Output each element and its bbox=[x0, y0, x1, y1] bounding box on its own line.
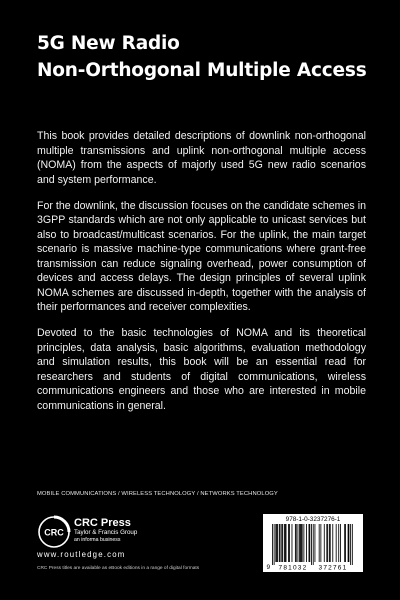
logo-letters: CRC bbox=[44, 527, 64, 538]
barcode-bar bbox=[281, 524, 282, 562]
barcode-bar bbox=[306, 524, 307, 562]
barcode-bar bbox=[284, 524, 285, 562]
description-paragraph-2: For the downlink, the discussion focuses on the candidate schemes in 3GPP standards which are not only applicable to unicast services but also to broadcast/multicast scenarios. For the uplink, the main target scenario is massive machine-type communications where grant-free transmission can reduce signaling overhead, power consumption of devices and access delays. The design principles of several uplink NOMA schemes are discussed in-depth, together with the analysis of their performances and receiver complexities. bbox=[37, 199, 366, 313]
barcode-bar bbox=[280, 524, 281, 562]
isbn-barcode bbox=[263, 514, 363, 572]
barcode-bar bbox=[276, 524, 277, 562]
ebook-note: CRC Press titles are available as eBook editions in a range of digital formats bbox=[37, 566, 200, 571]
barcode-bar bbox=[274, 524, 275, 565]
barcode-bar bbox=[282, 524, 283, 562]
barcode-bar bbox=[289, 524, 290, 562]
barcode-bar bbox=[315, 524, 316, 562]
barcode-bar bbox=[329, 524, 330, 562]
barcode-bar bbox=[298, 524, 299, 562]
barcode-bar bbox=[295, 524, 296, 562]
barcode-bar bbox=[332, 524, 333, 562]
barcode-lead-digit: 9 bbox=[266, 564, 271, 571]
barcode-bar bbox=[300, 524, 301, 562]
barcode-bar bbox=[299, 524, 300, 562]
barcode-bar bbox=[340, 524, 341, 562]
barcode-bar bbox=[330, 524, 331, 562]
barcode-bar bbox=[302, 524, 303, 562]
barcode-bar bbox=[313, 524, 314, 565]
barcode-bar bbox=[324, 524, 325, 562]
isbn-13-label: 978-1-0-3237276-1 bbox=[285, 516, 341, 523]
subject-categories: MOBILE COMMUNICATIONS / WIRELESS TECHNOLOGY / NETWORKS TECHNOLOGY bbox=[37, 491, 278, 497]
barcode-bar bbox=[296, 524, 297, 562]
barcode-bar bbox=[288, 524, 289, 562]
book-title bbox=[37, 30, 377, 84]
barcode-bar bbox=[309, 524, 310, 562]
barcode-bar bbox=[348, 524, 349, 562]
barcode-bar bbox=[292, 524, 293, 562]
crc-press-logo-icon bbox=[37, 515, 71, 549]
barcode-bar bbox=[352, 524, 353, 565]
barcode-bar bbox=[338, 524, 339, 562]
barcode-bar bbox=[311, 524, 312, 565]
barcode-bar bbox=[285, 524, 286, 562]
barcode-bar bbox=[336, 524, 337, 562]
barcode-bar bbox=[272, 524, 273, 565]
publisher-group: Taylor & Francis Group bbox=[74, 529, 138, 536]
publisher-website: www.routledge.com bbox=[37, 550, 126, 559]
barcode-bar bbox=[344, 524, 345, 562]
barcode-bar bbox=[277, 524, 278, 562]
barcode-bar bbox=[350, 524, 351, 565]
description bbox=[37, 129, 366, 425]
barcode-bar bbox=[345, 524, 346, 562]
barcode-bar bbox=[320, 524, 321, 562]
title-line-1: 5G New Radio bbox=[37, 33, 180, 54]
publisher-logo bbox=[37, 515, 187, 555]
barcode-bar bbox=[303, 524, 304, 562]
description-paragraph-1: This book provides detailed descriptions of downlink non-orthogonal multiple transmissions and uplink non-orthogonal multiple access (NOMA) from the aspects of majorly used 5G new radio scenarios and system performance. bbox=[37, 130, 366, 186]
barcode-left-digits: 781032 bbox=[278, 564, 308, 572]
barcode-bar bbox=[286, 524, 287, 562]
barcode-right-digits: 372761 bbox=[318, 564, 348, 572]
barcode-bar bbox=[301, 524, 302, 562]
barcode-bar bbox=[309, 524, 310, 562]
barcode-bar bbox=[349, 524, 350, 562]
barcode-bar bbox=[319, 524, 320, 562]
barcode-bar bbox=[279, 524, 280, 562]
barcode-bars bbox=[263, 514, 363, 572]
publisher-business: an informa business bbox=[74, 537, 121, 543]
description-paragraph-3: Devoted to the basic technologies of NOMA and its theoretical principles, data analysis, basic algorithms, evaluation methodology and simulation results, this book will be an essential read for researchers and students of digital communications, wireless communications engineers and those who are interested in mobile communications in general. bbox=[37, 327, 366, 412]
barcode-bar bbox=[275, 524, 276, 562]
barcode-bar bbox=[327, 524, 328, 562]
barcode-bar bbox=[326, 524, 327, 562]
publisher-name: CRC Press bbox=[74, 517, 131, 529]
title-line-2: Non-Orthogonal Multiple Access bbox=[37, 60, 367, 81]
